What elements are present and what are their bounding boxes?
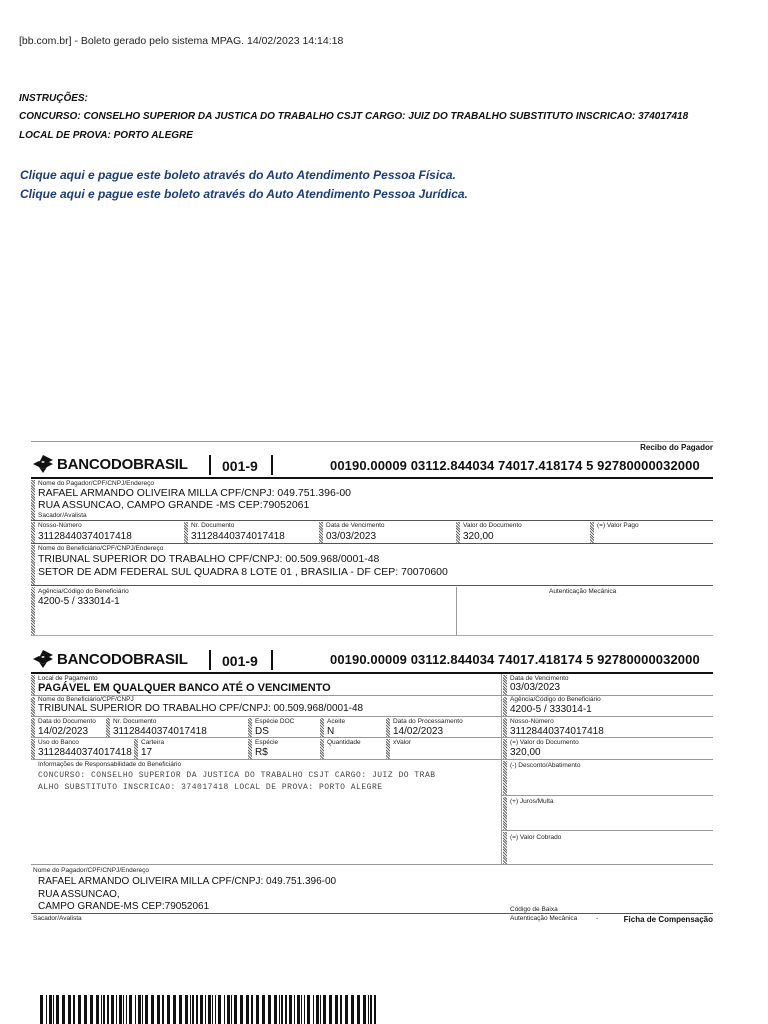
receipt-header-rule: [31, 477, 713, 479]
bank-logo: [33, 455, 188, 473]
data-doc: 14/02/2023: [38, 726, 89, 737]
slip-hatch-r3b: [106, 718, 110, 737]
barcode-bar: [78, 995, 81, 1024]
receipt-bottom-rule: [31, 635, 713, 636]
instructions-line-2: LOCAL DE PROVA: PORTO ALEGRE: [19, 130, 193, 141]
barcode: [40, 995, 380, 1024]
info-line-1: CONCURSO: CONSELHO SUPERIOR DA JUSTICA DO TRABALHO CSJT CARGO: JUIZ DO TRAB: [38, 771, 436, 780]
nr-documento-label: Nr. Documento: [191, 522, 235, 529]
slip-beneficiary: TRIBUNAL SUPERIOR DO TRABALHO CPF/CNPJ: 00.509.968/0001-48: [38, 703, 364, 714]
barcode-bar: [192, 995, 194, 1024]
barcode-bar: [218, 995, 221, 1024]
valor: 320,00: [463, 531, 494, 542]
slip-vencimento: 03/03/2023: [510, 682, 561, 693]
barcode-bar: [363, 995, 366, 1024]
barcode-bar: [240, 995, 243, 1024]
slip-hatch-cobrado: [503, 832, 507, 864]
receipt-rule-2: [31, 543, 713, 544]
barcode-bar: [56, 995, 59, 1024]
barcode-bar: [215, 995, 216, 1024]
slip-nr-doc: 31128440374017418: [113, 726, 207, 737]
barcode-bar: [224, 995, 225, 1024]
barcode-bar: [46, 995, 47, 1024]
receipt-rule-1: [31, 520, 713, 521]
barcode-bar: [304, 995, 305, 1024]
barcode-bar: [251, 995, 253, 1024]
digitable-line[interactable]: 00190.00009 03112.844034 74017.418174 5 92780000032000: [330, 458, 700, 473]
barcode-bar: [279, 995, 280, 1024]
slip-right-divider: [501, 674, 502, 864]
barcode-bar: [289, 995, 292, 1024]
slip-rule-3: [31, 737, 713, 738]
barcode-bar: [162, 995, 164, 1024]
bank-code-divider-right: [271, 455, 273, 475]
beneficiary-address: SETOR DE ADM FEDERAL SUL QUADRA 8 LOTE 01 , BRASILIA - DF CEP: 70070600: [38, 566, 448, 578]
slip-hatch-r3f: [503, 718, 507, 737]
barcode-bar: [285, 995, 287, 1024]
barcode-bar: [316, 995, 319, 1024]
slip-agency: 4200-5 / 333014-1: [510, 704, 592, 715]
slip-vencimento-label: Data de Vencimento: [510, 675, 569, 682]
slip-agency-label: Agência/Código do Beneficiário: [510, 696, 601, 703]
payer-address: RUA ASSUNCAO, CAMPO GRANDE -MS CEP:79052061: [38, 499, 310, 511]
slip-hatch-r4f: [503, 739, 507, 759]
barcode-bar: [151, 995, 154, 1024]
slip-hatch-r3d: [320, 718, 324, 737]
valor-doc: 320,00: [510, 747, 541, 758]
barcode-bar: [62, 995, 65, 1024]
payer-name: RAFAEL ARMANDO OLIVEIRA MILLA CPF/CNPJ: 049.751.396-00: [38, 487, 351, 499]
barcode-bar: [234, 995, 237, 1024]
barcode-bar: [274, 995, 277, 1024]
barcode-bar: [227, 995, 230, 1024]
barcode-bar: [323, 995, 326, 1024]
local-label: Local de Pagamento: [38, 675, 98, 682]
slip-hatch-local: [31, 675, 35, 695]
barcode-bar: [107, 995, 109, 1024]
slip-code-divider-left: [209, 650, 211, 670]
beneficiary-label: Nome do Beneficiário/CPF/CNPJ/Endereço: [38, 545, 164, 552]
slip-hatch-juros: [503, 797, 507, 830]
slip-bank-logo: [33, 650, 188, 668]
slip-payer-label: Nome do Pagador/CPF/CNPJ/Endereço: [33, 867, 149, 874]
xvalor-label: xValor: [393, 739, 411, 746]
barcode-bar: [49, 995, 52, 1024]
nosso-numero: 31128440374017418: [38, 531, 132, 542]
pay-link-pessoa-juridica[interactable]: Clique aqui e pague este boleto através do Auto Atendimento Pessoa Jurídica.: [20, 187, 468, 201]
slip-rule-4: [31, 759, 713, 760]
agency: 4200-5 / 333014-1: [38, 596, 120, 607]
barcode-bar: [123, 995, 124, 1024]
data-proc-label: Data do Processamento: [393, 718, 463, 725]
barcode-bar: [142, 995, 143, 1024]
especie-label: Espécie: [255, 739, 279, 746]
pay-link-pessoa-fisica[interactable]: Clique aqui e pague este boleto através do Auto Atendimento Pessoa Física.: [20, 168, 456, 182]
slip-rule-desconto: [501, 795, 713, 796]
data-doc-label: Data do Documento: [38, 718, 96, 725]
barcode-bar: [68, 995, 71, 1024]
valor-doc-label: (=) Valor do Documento: [510, 739, 579, 746]
slip-mech-auth-label: Autenticação Mecânica: [510, 915, 578, 922]
receipt-hatch-5: [456, 522, 460, 543]
barcode-bar: [340, 995, 342, 1024]
uso-banco-label: Uso do Banco: [38, 739, 79, 746]
barcode-bar: [262, 995, 265, 1024]
mech-auth-label: Autenticação Mecânica: [549, 588, 617, 595]
slip-rule-5: [31, 864, 713, 865]
uso-banco: 31128440374017418: [38, 747, 132, 758]
slip-hatch-desconto: [503, 761, 507, 795]
slip-hatch-venc: [503, 675, 507, 695]
barcode-bar: [129, 995, 132, 1024]
barcode-bar: [345, 995, 348, 1024]
slip-hatch-r4b: [134, 739, 138, 759]
slip-mech-auth-dash: -: [596, 915, 599, 922]
slip-header-rule: [31, 672, 713, 674]
valor-pago-label: (=) Valor Pago: [597, 522, 639, 529]
slip-bank-logo-icon: [33, 650, 53, 668]
barcode-bar: [157, 995, 160, 1024]
barcode-bar: [119, 995, 122, 1024]
slip-guarantor-label: Sacador/Avalista: [33, 915, 82, 922]
barcode-bar: [90, 995, 93, 1024]
barcode-bar: [135, 995, 136, 1024]
barcode-bar: [96, 995, 99, 1024]
slip-digitable-line[interactable]: 00190.00009 03112.844034 74017.418174 5 92780000032000: [330, 652, 700, 667]
slip-hatch-r4d: [320, 739, 324, 759]
desconto-label: (-) Desconto/Abatimento: [510, 762, 581, 769]
aceite-label: Aceite: [327, 718, 346, 725]
slip-hatch-r4c: [248, 739, 252, 759]
receipt-title: Recibo do Pagador: [640, 443, 713, 452]
barcode-bar: [281, 995, 283, 1024]
nosso-numero-label: Nosso-Número: [38, 522, 82, 529]
local-value: PAGÁVEL EM QUALQUER BANCO ATÉ O VENCIMENTO: [38, 682, 331, 694]
slip-bank-code: 001-9: [222, 653, 258, 669]
barcode-bar: [231, 995, 232, 1024]
barcode-bar: [307, 995, 310, 1024]
beneficiary-name: TRIBUNAL SUPERIOR DO TRABALHO CPF/CNPJ: 00.509.968/0001-48: [38, 553, 380, 565]
valor-label: Valor do Documento: [463, 522, 522, 529]
slip-beneficiary-label: Nome do Beneficiário/CPF/CNPJ: [38, 696, 134, 703]
agency-label: Agência/Código do Beneficiário: [38, 588, 129, 595]
bank-logo-text: BANCODOBRASIL: [57, 455, 188, 473]
barcode-bar: [190, 995, 191, 1024]
codigo-baixa-label: Código de Baixa: [510, 906, 558, 913]
quantidade-label: Quantidade: [327, 739, 361, 746]
slip-nosso-numero-label: Nosso-Número: [510, 718, 554, 725]
vencimento: 03/03/2023: [326, 531, 377, 542]
info-label: Informações de Responsabilidade do Beneficiário: [38, 761, 182, 768]
barcode-bar: [313, 995, 314, 1024]
bank-code-divider-left: [209, 455, 211, 475]
slip-rule-6: [31, 913, 713, 914]
barcode-bar: [196, 995, 198, 1024]
cobrado-label: (=) Valor Cobrado: [510, 834, 562, 841]
slip-payer-name: RAFAEL ARMANDO OLIVEIRA MILLA CPF/CNPJ: 049.751.396-00: [38, 876, 337, 887]
payer-label: Nome do Pagador/CPF/CNPJ/Endereço: [38, 480, 154, 487]
slip-hatch-benef: [31, 697, 35, 716]
receipt-hatch-7: [31, 545, 35, 585]
barcode-bar: [256, 995, 259, 1024]
ficha-label: Ficha de Compensação: [623, 915, 713, 924]
slip-bank-logo-text: BANCODOBRASIL: [57, 650, 188, 668]
receipt-hatch-8: [31, 587, 35, 635]
info-line-2: ALHO SUBSTITUTO INSCRICAO: 374017418 LOCAL DE PROVA: PORTO ALEGRE: [38, 783, 383, 792]
receipt-hatch-1: [31, 480, 35, 520]
slip-hatch-r4a: [31, 739, 35, 759]
barcode-bar: [179, 995, 182, 1024]
data-proc: 14/02/2023: [393, 726, 444, 737]
barcode-bar: [103, 995, 105, 1024]
barcode-bar: [351, 995, 354, 1024]
slip-nr-doc-label: Nr. Documento: [113, 718, 157, 725]
instructions-title: INSTRUÇÕES:: [19, 93, 88, 104]
slip-code-divider-right: [271, 650, 273, 670]
barcode-bar: [357, 995, 360, 1024]
barcode-bar: [320, 995, 321, 1024]
carteira-label: Carteira: [141, 739, 165, 746]
barcode-bar: [73, 995, 75, 1024]
barcode-bar: [294, 995, 295, 1024]
bank-logo-icon: [33, 455, 53, 473]
barcode-bar: [329, 995, 332, 1024]
especie: R$: [255, 747, 268, 758]
receipt-divider: [456, 587, 457, 635]
barcode-bar: [208, 995, 211, 1024]
barcode-bar: [138, 995, 141, 1024]
barcode-bar: [173, 995, 176, 1024]
barcode-bar: [268, 995, 271, 1024]
barcode-bar: [246, 995, 249, 1024]
barcode-bar: [126, 995, 127, 1024]
slip-hatch-r3c: [248, 718, 252, 737]
barcode-bar: [368, 995, 369, 1024]
receipt-hatch-3: [184, 522, 188, 543]
slip-nosso-numero: 31128440374017418: [510, 726, 604, 737]
receipt-hatch-2: [31, 522, 35, 543]
barcode-bar: [53, 995, 54, 1024]
barcode-bar: [40, 995, 43, 1024]
receipt-hatch-6: [590, 522, 594, 543]
page-header-line: [bb.com.br] - Boleto gerado pelo sistema MPAG. 14/02/2023 14:14:18: [19, 35, 344, 47]
barcode-bar: [101, 995, 102, 1024]
barcode-bar: [205, 995, 206, 1024]
juros-label: (+) Juros/Multa: [510, 798, 554, 805]
slip-rule-juros: [501, 830, 713, 831]
barcode-bar: [116, 995, 117, 1024]
receipt-rule-3: [31, 585, 713, 586]
slip-rule-2: [31, 716, 713, 717]
barcode-bar: [212, 995, 213, 1024]
barcode-bar: [200, 995, 203, 1024]
slip-payer-street: RUA ASSUNCAO,: [38, 889, 120, 900]
slip-payer-city: CAMPO GRANDE-MS CEP:79052061: [38, 901, 210, 912]
nr-documento: 31128440374017418: [191, 531, 285, 542]
barcode-bar: [145, 995, 148, 1024]
barcode-bar: [370, 995, 372, 1024]
especie-doc: DS: [255, 726, 269, 737]
especie-doc-label: Espécie DOC: [255, 718, 295, 725]
carteira: 17: [141, 747, 153, 758]
barcode-bar: [301, 995, 302, 1024]
vencimento-label: Data de Vencimento: [326, 522, 385, 529]
barcode-bar: [185, 995, 188, 1024]
slip-hatch-r3a: [31, 718, 35, 737]
barcode-bar: [111, 995, 114, 1024]
aceite: N: [327, 726, 335, 737]
receipt-top-border: [31, 441, 713, 442]
barcode-bar: [374, 995, 376, 1024]
barcode-bar: [84, 995, 87, 1024]
bank-code: 001-9: [222, 458, 258, 474]
slip-hatch-r3e: [386, 718, 390, 737]
slip-hatch-agency: [503, 697, 507, 716]
slip-hatch-r4e: [386, 739, 390, 759]
barcode-bar: [167, 995, 170, 1024]
barcode-bar: [335, 995, 338, 1024]
guarantor-label: Sacador/Avalista: [38, 512, 87, 519]
instructions-line-1: CONCURSO: CONSELHO SUPERIOR DA JUSTICA DO TRABALHO CSJT CARGO: JUIZ DO TRABALHO SUBSTITUTO INSCRICAO: 374017418: [19, 111, 689, 122]
receipt-hatch-4: [319, 522, 323, 543]
barcode-bar: [297, 995, 300, 1024]
